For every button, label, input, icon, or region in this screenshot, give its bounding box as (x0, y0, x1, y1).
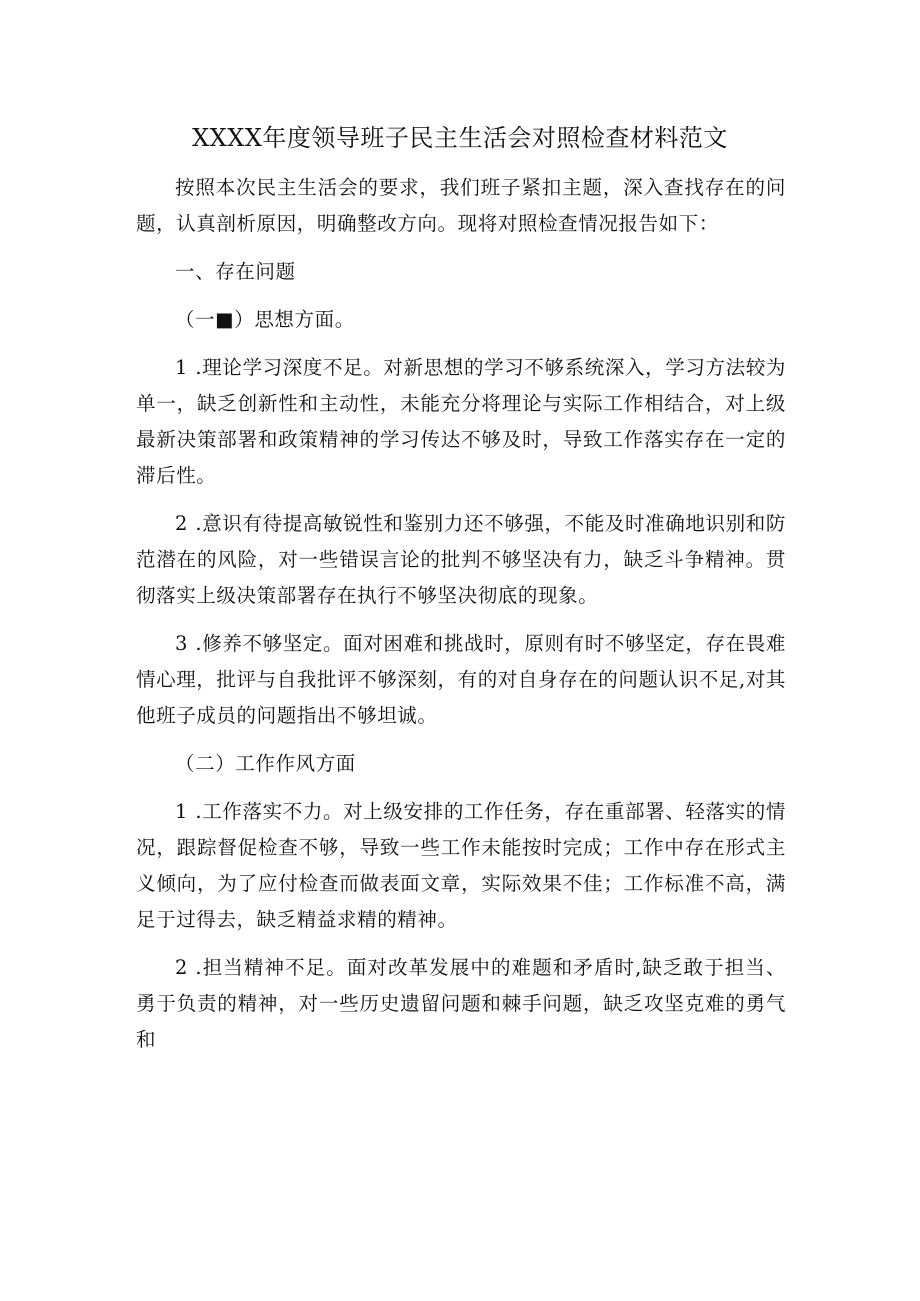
list-item (136, 506, 786, 614)
item-text: .担当精神不足。面对改革发展中的难题和矛盾时,缺乏敢于担当、勇于负责的精神，对一些历史遗留问题和棘手问题，缺乏攻坚克难的勇气和 (136, 956, 786, 1051)
intro-paragraph: 按照本次民主生活会的要求，我们班子紧扣主题，深入查找存在的问题，认真剖析原因，明确整改方向。现将对照检查情况报告如下： (136, 176, 786, 235)
item-number: 1 (175, 800, 188, 823)
item-number: 1 (175, 356, 188, 379)
item-text: .修养不够坚定。面对困难和挑战时，原则有时不够坚定，存在畏难情心理，批评与自我批评不够深刻，有的对自身存在的问题认识不足,对其他班子成员的问题指出不够坦诚。 (136, 632, 786, 727)
document-body (136, 170, 786, 1070)
list-item (136, 626, 786, 734)
document-title: XXXX年度领导班子民主生活会对照检查材料范文 (192, 124, 728, 152)
item-text: .理论学习深度不足。对新思想的学习不够系统深入，学习方法较为单一，缺乏创新性和主动性，未能充分将理论与实际工作相结合，对上级最新决策部署和政策精神的学习传达不够及时，导致工作落实存在一定的滞后性。 (136, 356, 786, 487)
item-text: .意识有待提高敏锐性和鉴别力还不够强，不能及时准确地识别和防范潜在的风险，对一些错误言论的批判不够坚决有力，缺乏斗争精神。贯彻落实上级决策部署存在执行不够坚决彻底的现象。 (136, 512, 786, 607)
list-item (136, 350, 786, 494)
subsection-heading-work-style: （二）工作作风方面 (175, 752, 356, 775)
item-number: 2 (175, 956, 188, 979)
item-number: 3 (175, 632, 188, 655)
item-number: 2 (175, 512, 188, 535)
list-item (136, 794, 786, 938)
list-item (136, 950, 786, 1058)
section-heading: 一、存在问题 (175, 260, 296, 283)
subsection-heading-thought: （一■）思想方面。 (175, 308, 355, 331)
item-text: .工作落实不力。对上级安排的工作任务，存在重部署、轻落实的情况，跟踪督促检查不够，导致一些工作未能按时完成；工作中存在形式主义倾向，为了应付检查而做表面文章，实际效果不佳；工作标准不高，满足于过得去，缺乏精益求精的精神。 (136, 800, 786, 931)
